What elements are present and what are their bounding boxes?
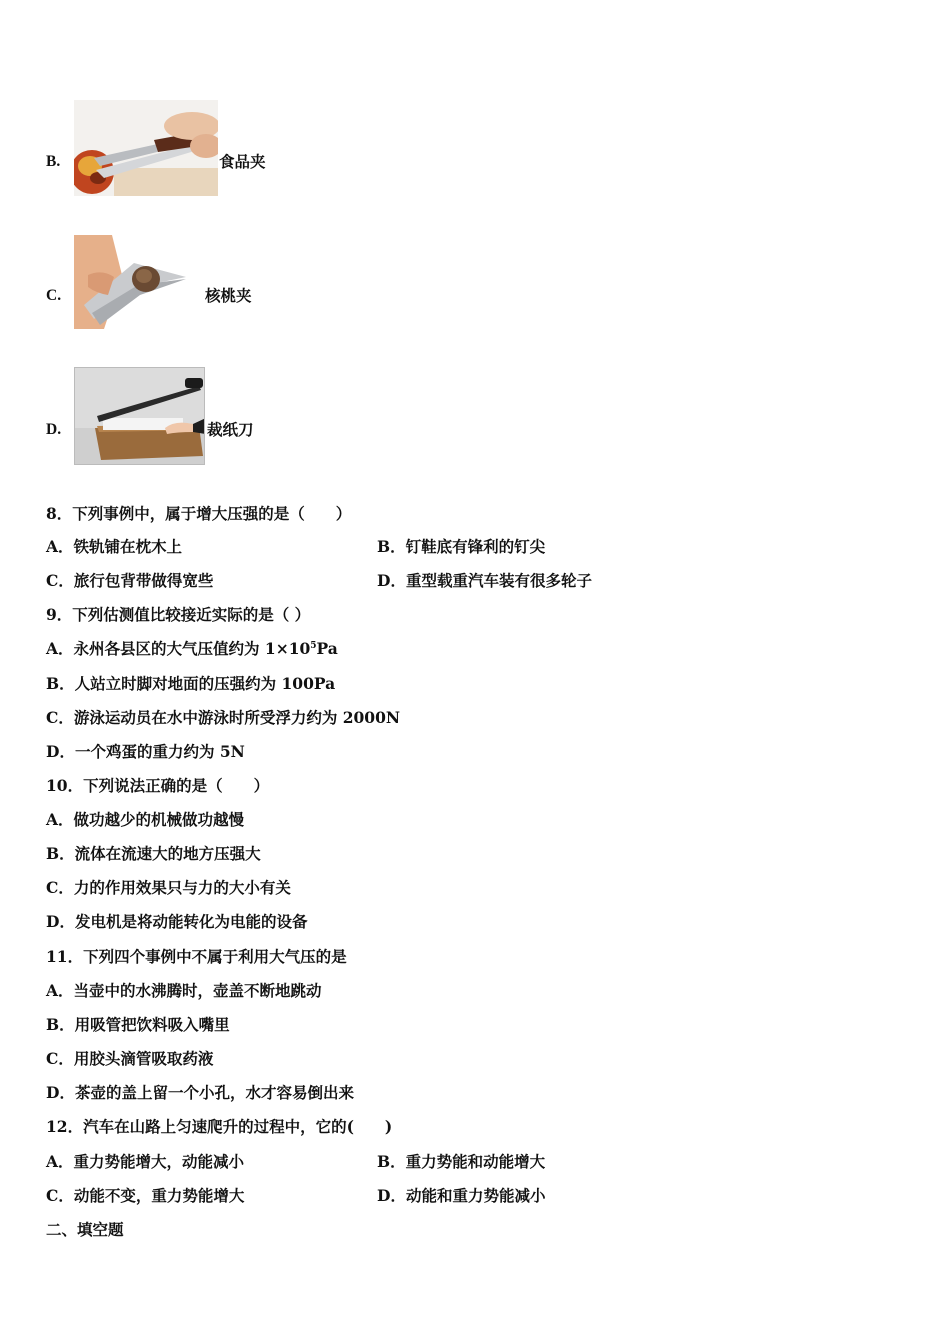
q11-option-a: A．当壶中的水沸腾时，壶盖不断地跳动 (46, 981, 322, 1000)
option-d-caption: 裁纸刀 (207, 420, 254, 439)
q10-option-d: D．发电机是将动能转化为电能的设备 (46, 912, 308, 931)
q11-option-c: C．用胶头滴管吸取药液 (46, 1049, 214, 1068)
q8-option-c: C．旅行包背带做得宽些 (46, 571, 214, 590)
q8-option-d: D．重型载重汽车装有很多轮子 (377, 571, 592, 590)
q9-stem: 9．下列估测值比较接近实际的是（ ） (46, 605, 311, 624)
q12-option-b: B．重力势能和动能增大 (377, 1152, 546, 1171)
paper-cutter-photo (74, 367, 205, 465)
q10-option-c: C．力的作用效果只与力的大小有关 (46, 878, 291, 897)
q9-option-a-exponent: 5 (310, 641, 317, 651)
option-c-letter: C. (46, 287, 62, 304)
q11-option-b: B．用吸管把饮料吸入嘴里 (46, 1015, 230, 1034)
option-c-caption: 核桃夹 (205, 286, 252, 305)
section-heading-fill-in: 二、填空题 (46, 1220, 124, 1239)
q12-option-d: D．动能和重力势能减小 (377, 1186, 546, 1205)
option-b-caption: 食品夹 (219, 152, 266, 171)
q8-stem: 8．下列事例中，属于增大压强的是（ ） (46, 504, 352, 523)
q9-option-b: B．人站立时脚对地面的压强约为 100Pa (46, 674, 336, 693)
option-d-letter: D. (46, 421, 62, 438)
q10-stem: 10．下列说法正确的是（ ） (46, 776, 270, 795)
q9-option-a (46, 639, 338, 659)
q12-stem: 12．汽车在山路上匀速爬升的过程中，它的( ) (46, 1117, 393, 1136)
q12-option-c: C．动能不变，重力势能增大 (46, 1186, 245, 1205)
q11-stem: 11．下列四个事例中不属于利用大气压的是 (46, 947, 347, 966)
q8-option-a: A．铁轨铺在枕木上 (46, 537, 183, 556)
q10-option-b: B．流体在流速大的地方压强大 (46, 844, 261, 863)
q8-option-b: B．钉鞋底有锋利的钉尖 (377, 537, 546, 556)
food-tongs-photo (74, 100, 218, 196)
q10-option-a: A．做功越少的机械做功越慢 (46, 810, 245, 829)
q12-option-a: A．重力势能增大，动能减小 (46, 1152, 245, 1171)
q11-option-d: D．茶壶的盖上留一个小孔，水才容易倒出来 (46, 1083, 354, 1102)
q9-option-d: D．一个鸡蛋的重力约为 5N (46, 742, 245, 761)
walnut-cracker-photo (74, 235, 190, 329)
q9-option-a-prefix: A．永州各县区的大气压值约为 1×10 (46, 639, 311, 658)
q9-option-c: C．游泳运动员在水中游泳时所受浮力约为 2000N (46, 708, 401, 727)
q9-option-a-unit: Pa (316, 639, 338, 658)
option-b-letter: B. (46, 153, 61, 170)
